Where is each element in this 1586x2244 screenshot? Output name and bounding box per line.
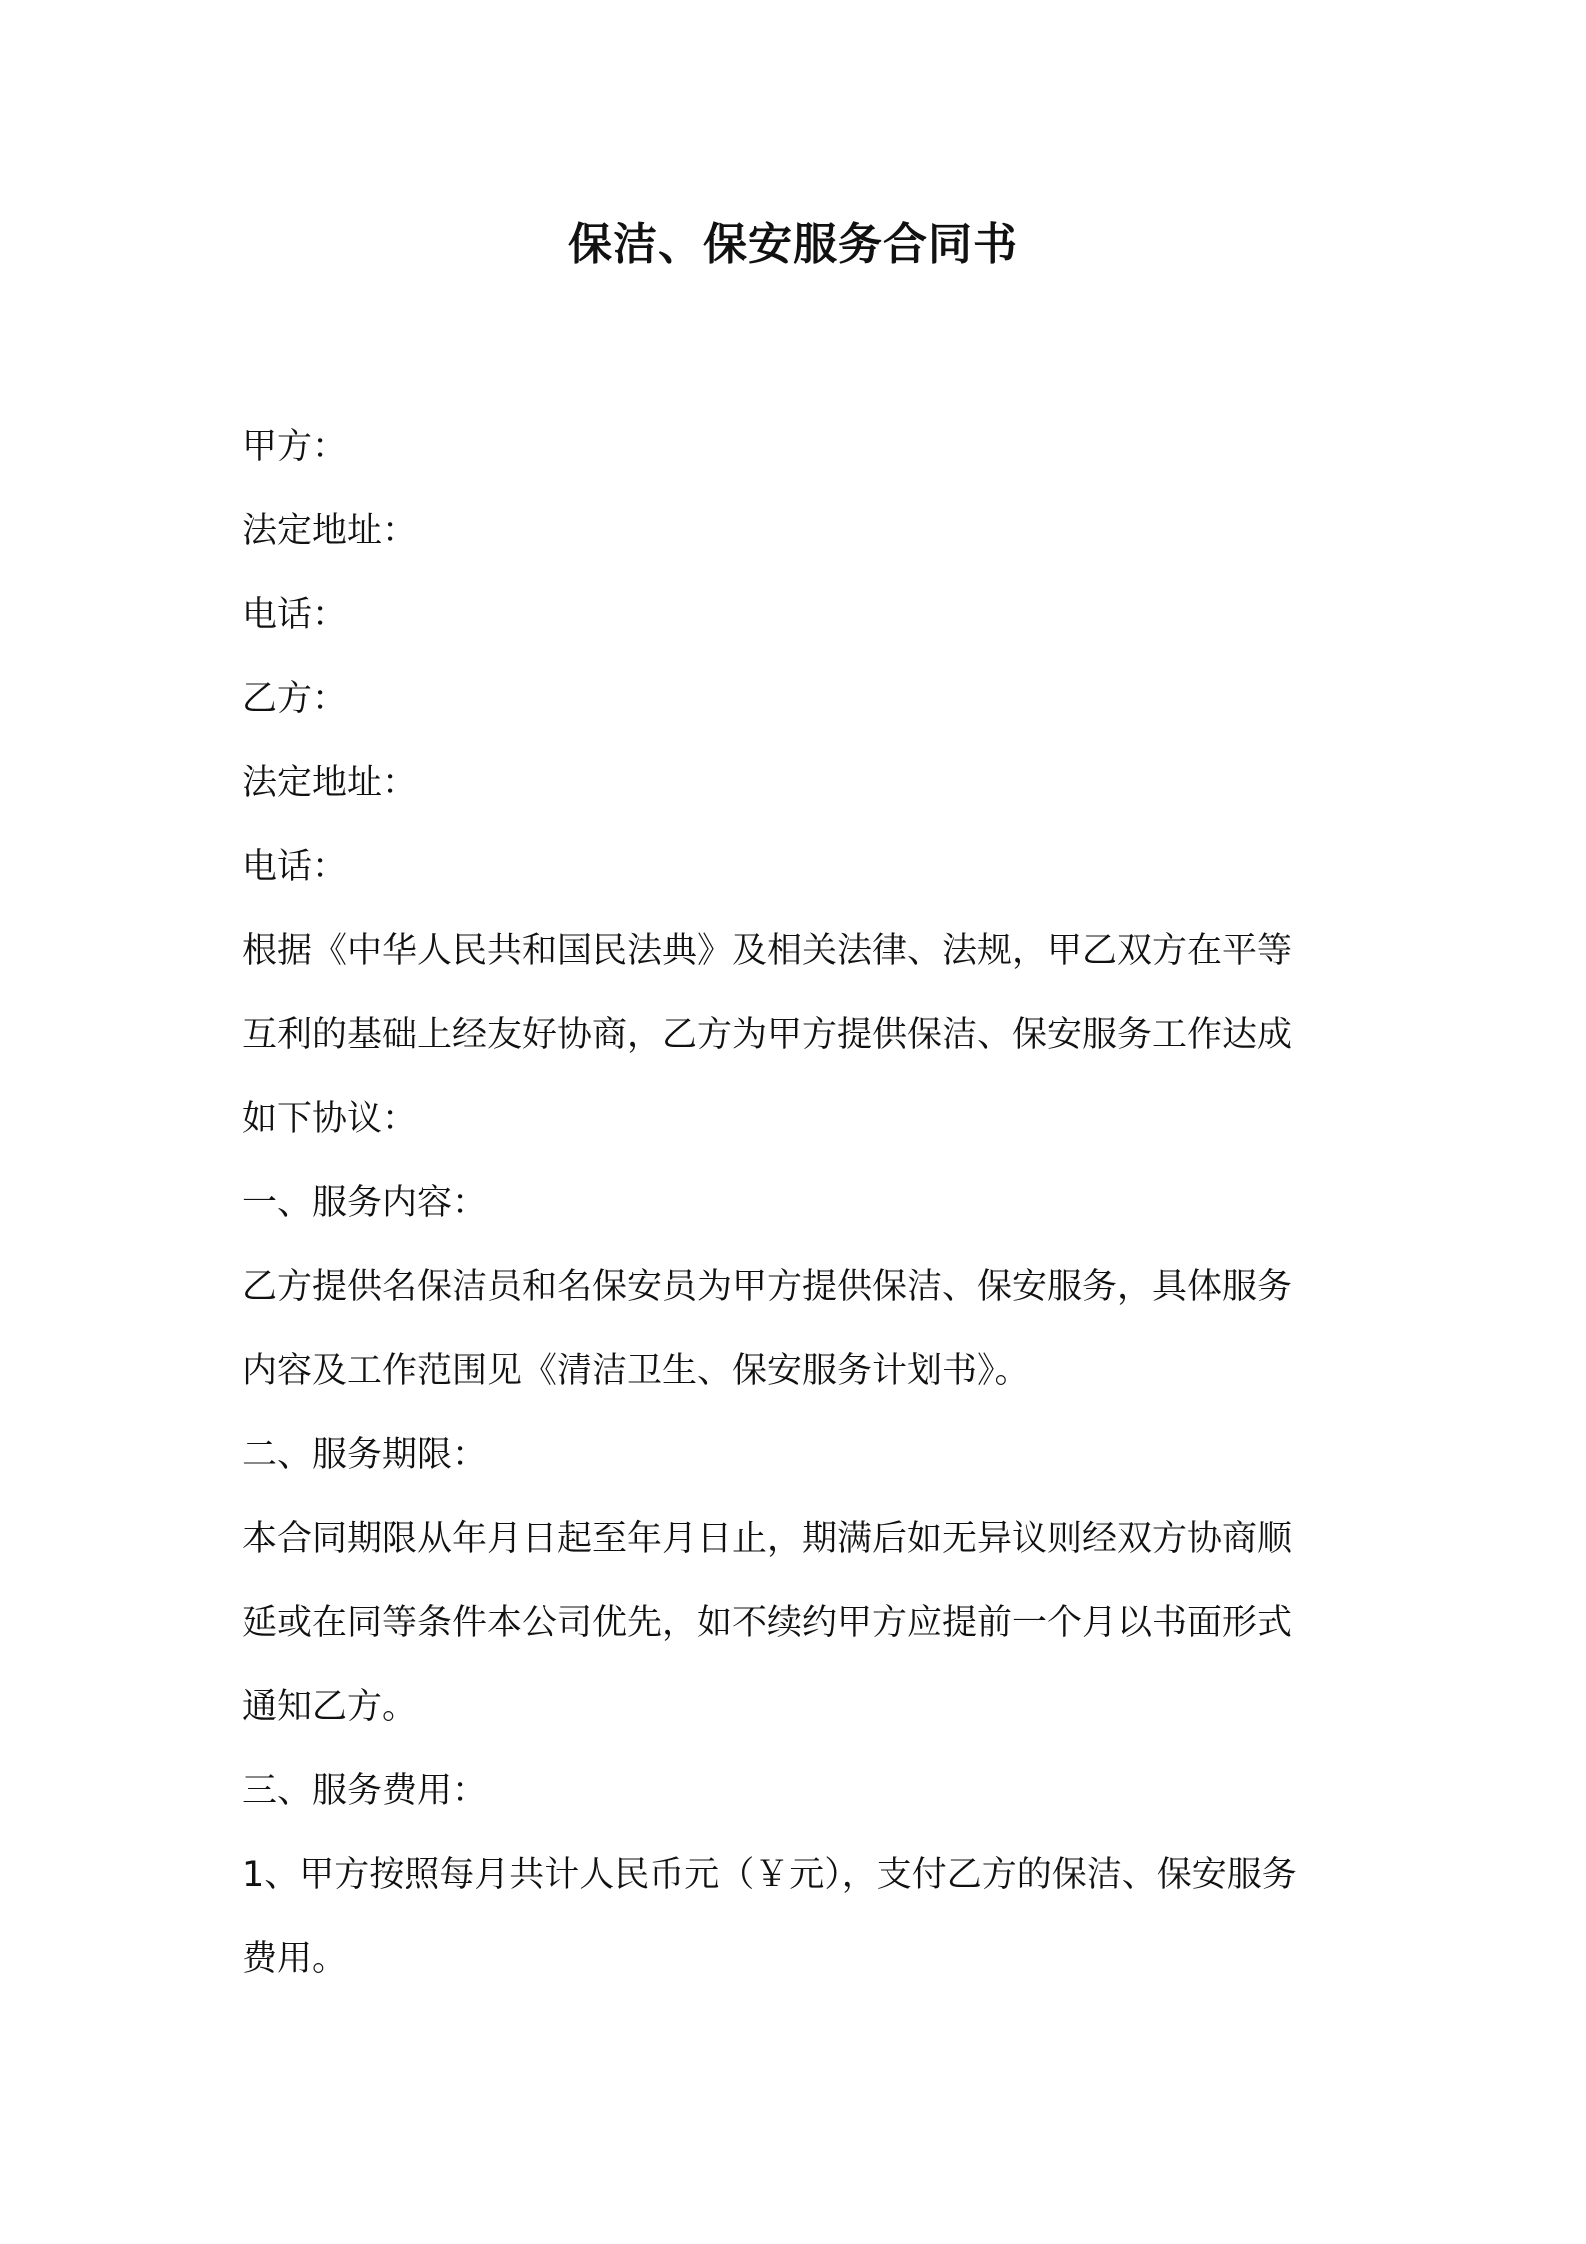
section2-line: 延或在同等条件本公司优先，如不续约甲方应提前一个月以书面形式: [242, 1603, 1293, 1643]
section-heading-service-content: 一、服务内容：: [242, 1183, 488, 1223]
preamble-line: 互利的基础上经友好协商，乙方为甲方提供保洁、保安服务工作达成: [242, 1015, 1293, 1055]
preamble-line: 根据《中华人民共和国民法典》及相关法律、法规，甲乙双方在平等: [242, 931, 1293, 971]
preamble-line: 如下协议：: [242, 1099, 418, 1139]
section-heading-service-fee: 三、服务费用：: [242, 1771, 488, 1811]
section-heading-service-term: 二、服务期限：: [242, 1435, 488, 1475]
party-a-address-label: 法定地址：: [242, 511, 418, 551]
section3-line: 费用。: [242, 1939, 348, 1979]
section1-line: 乙方提供名保洁员和名保安员为甲方提供保洁、保安服务，具体服务: [242, 1267, 1293, 1307]
section3-line: 1、甲方按照每月共计人民币元（￥元），支付乙方的保洁、保安服务: [242, 1855, 1297, 1895]
party-a-label: 甲方：: [242, 427, 348, 467]
section1-line: 内容及工作范围见《清洁卫生、保安服务计划书》。: [242, 1351, 1030, 1391]
document-title: 保洁、保安服务合同书: [568, 219, 1018, 270]
section2-line: 通知乙方。: [242, 1687, 418, 1727]
party-b-address-label: 法定地址：: [242, 763, 418, 803]
party-b-phone-label: 电话：: [242, 847, 348, 887]
party-a-phone-label: 电话：: [242, 595, 348, 635]
party-b-label: 乙方：: [242, 679, 348, 719]
section2-line: 本合同期限从年月日起至年月日止，期满后如无异议则经双方协商顺: [242, 1519, 1293, 1559]
document-body: [242, 405, 1352, 2001]
